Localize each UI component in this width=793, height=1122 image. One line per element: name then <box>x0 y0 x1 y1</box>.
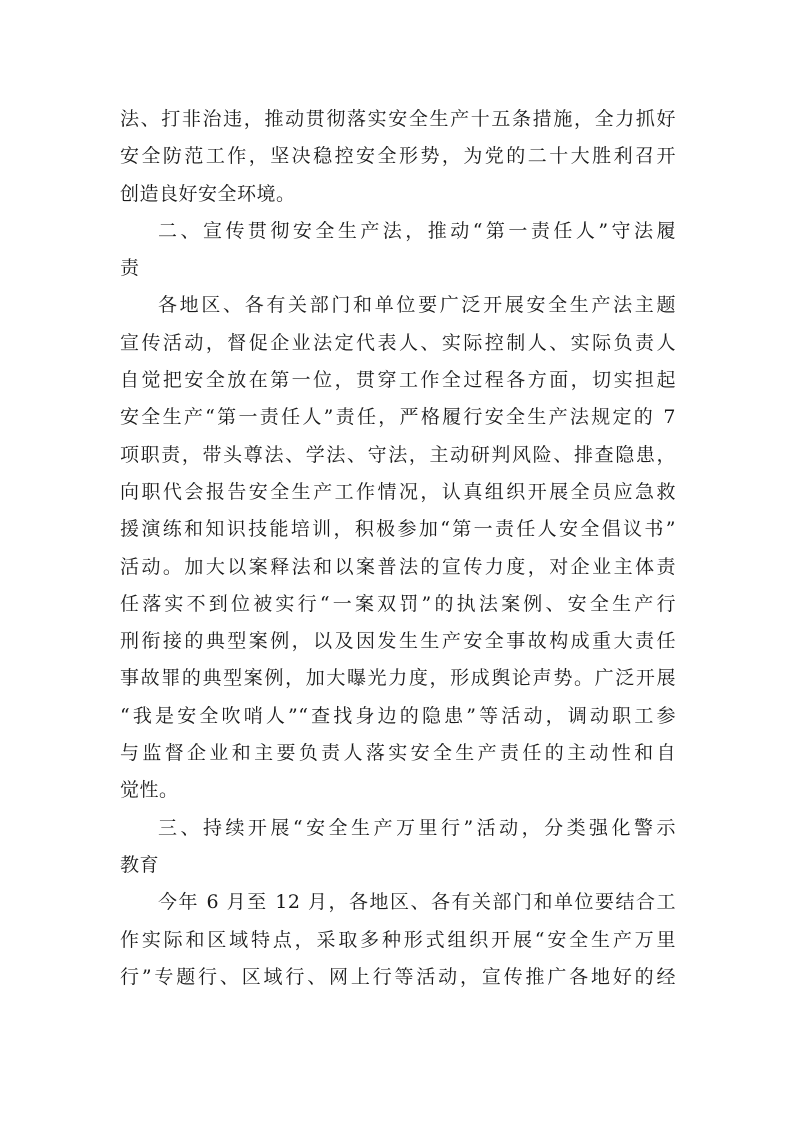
heading-line: 三、持续开展“安全生产万里行”活动，分类强化警示 <box>158 816 676 839</box>
text-line: 今年 6 月至 12 月，各地区、各有关部门和单位要结合工 <box>158 891 676 914</box>
text-line: 觉性。 <box>120 779 179 802</box>
text-line: 活动。加大以案释法和以案普法的宣传力度，对企业主体责 <box>120 555 676 578</box>
body-paragraph-section-3 <box>120 884 676 996</box>
text-line: 项职责，带头尊法、学法、守法，主动研判风险、排查隐患， <box>120 443 676 466</box>
text-line: 刑衔接的典型案例，以及因发生生产安全事故构成重大责任 <box>120 630 676 653</box>
text-line: 向职代会报告安全生产工作情况，认真组织开展全员应急救 <box>120 480 676 503</box>
heading-line: 责 <box>120 257 140 280</box>
text-line: 行”专题行、区域行、网上行等活动，宣传推广各地好的经 <box>120 965 676 988</box>
text-line: 自觉把安全放在第一位，贯穿工作全过程各方面，切实担起 <box>120 369 676 392</box>
text-line: 与监督企业和主要负责人落实安全生产责任的主动性和自 <box>120 742 676 765</box>
text-line: 援演练和知识技能培训，积极参加“第一责任人安全倡议书” <box>120 518 676 541</box>
section-heading-3 <box>120 810 676 885</box>
body-paragraph-section-2 <box>120 287 676 809</box>
text-line: 创造良好安全环境。 <box>120 182 296 205</box>
document-page <box>120 101 676 996</box>
heading-line: 教育 <box>120 853 160 876</box>
text-line: 法、打非治违，推动贯彻落实安全生产十五条措施，全力抓好 <box>120 108 676 130</box>
section-heading-2 <box>120 213 676 288</box>
text-line: 安全防范工作，坚决稳控安全形势，为党的二十大胜利召开 <box>120 145 676 168</box>
text-line: “我是安全吹哨人”“查找身边的隐患”等活动，调动职工参 <box>120 704 676 727</box>
text-line: 安全生产“第一责任人”责任，严格履行安全生产法规定的 7 <box>120 406 676 429</box>
heading-line: 二、宣传贯彻安全生产法，推动“第一责任人”守法履 <box>158 219 676 242</box>
text-line: 宣传活动，督促企业法定代表人、实际控制人、实际负责人 <box>120 331 676 354</box>
text-line: 事故罪的典型案例，加大曝光力度，形成舆论声势。广泛开展 <box>120 667 676 690</box>
body-paragraph-continuation <box>120 101 676 213</box>
text-line: 作实际和区域特点，采取多种形式组织开展“安全生产万里 <box>120 928 676 951</box>
text-line: 各地区、各有关部门和单位要广泛开展安全生产法主题 <box>158 294 676 317</box>
text-line: 任落实不到位被实行“一案双罚”的执法案例、安全生产行 <box>120 592 676 615</box>
